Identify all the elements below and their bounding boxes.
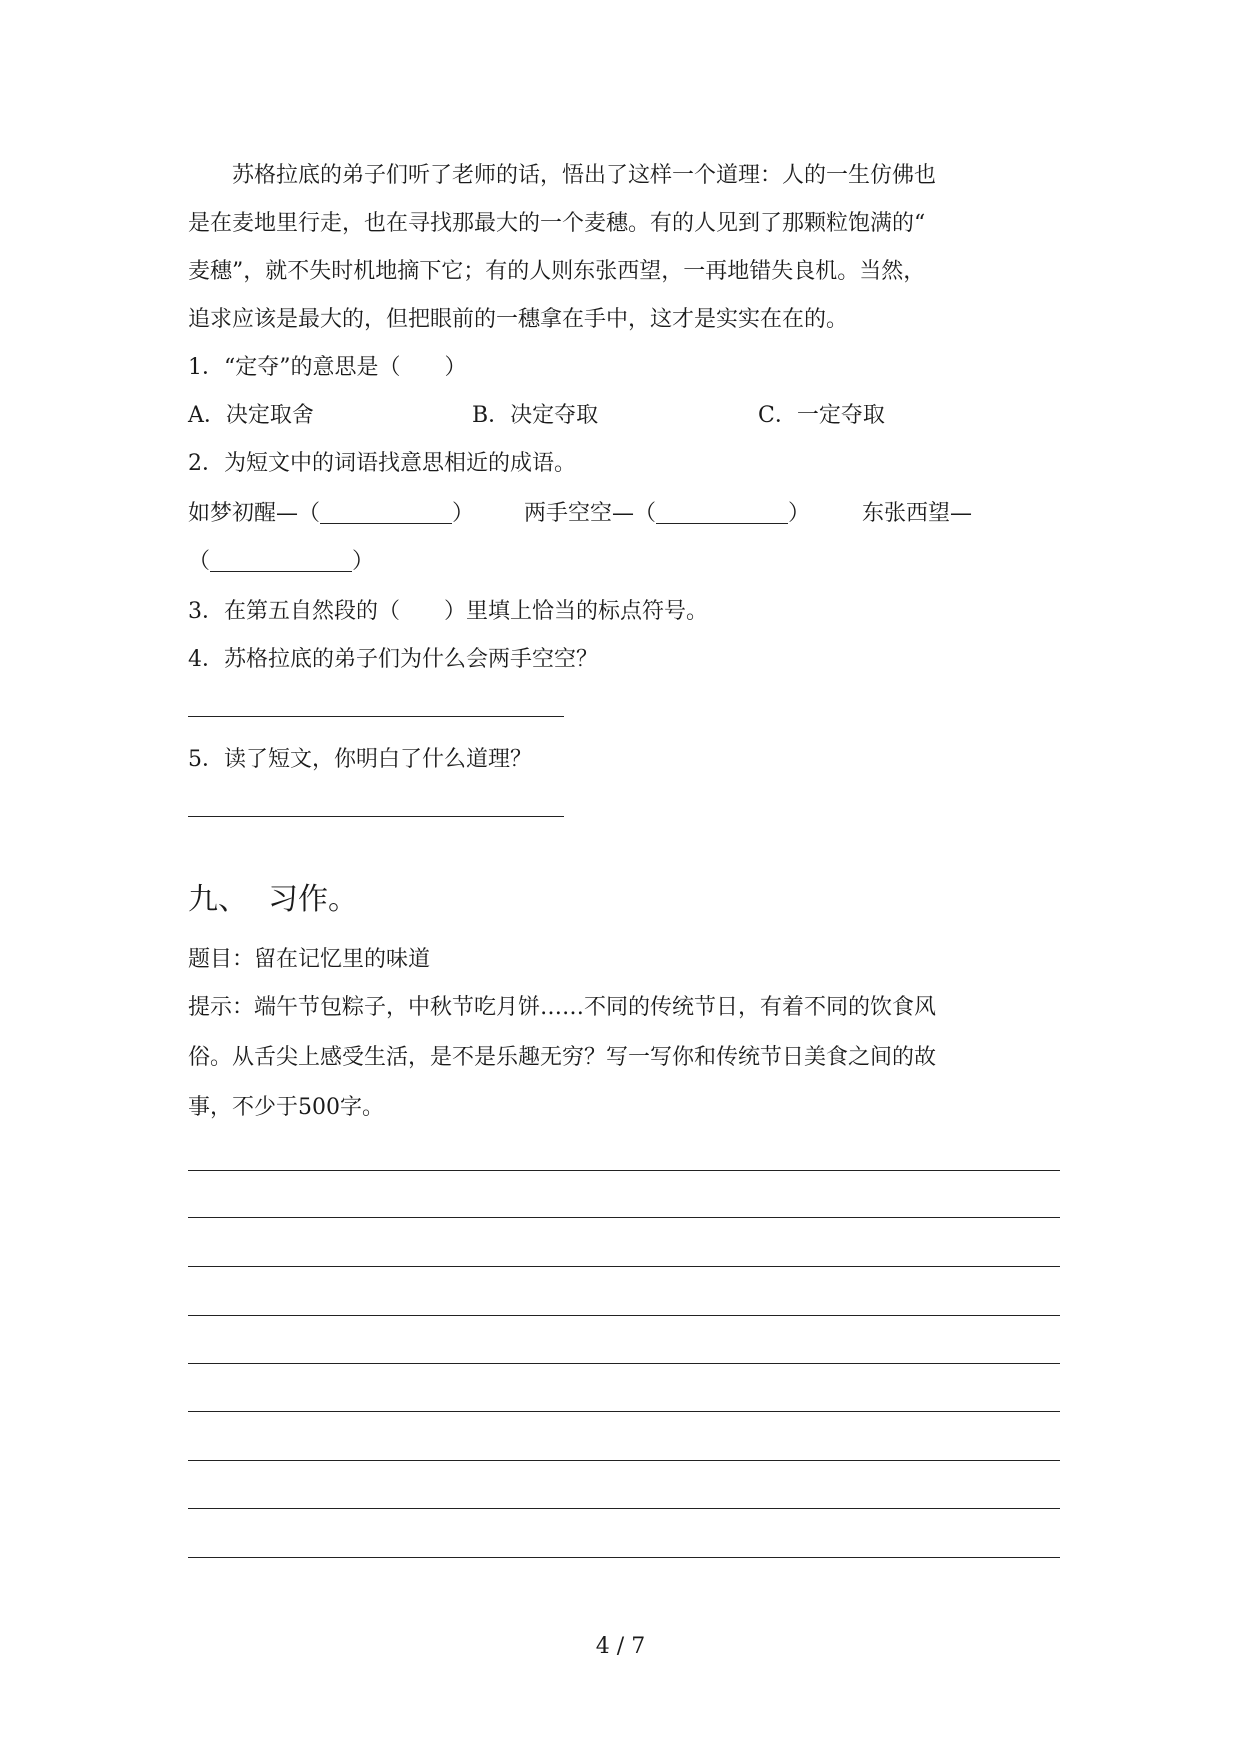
- question-4: 4．苏格拉底的弟子们为什么会两手空空？: [188, 647, 598, 672]
- passage-line-1: 苏格拉底的弟子们听了老师的话，悟出了这样一个道理：人的一生仿佛也: [232, 163, 937, 188]
- writing-line[interactable]: [188, 1315, 1060, 1316]
- idiom-item-3-blank: [188, 547, 374, 577]
- answer-line-q4[interactable]: [188, 716, 564, 717]
- writing-line[interactable]: [188, 1217, 1060, 1218]
- idiom-item-3: [862, 499, 972, 529]
- answer-line-q5[interactable]: [188, 816, 564, 817]
- option-b[interactable]: B．决定夺取: [472, 403, 599, 428]
- idiom-item-1: [188, 499, 474, 529]
- idiom-word: 东张西望—: [862, 501, 973, 526]
- essay-hint-line-2: 俗。从舌尖上感受生活，是不是乐趣无穷？写一写你和传统节日美食之间的故: [188, 1045, 937, 1070]
- idiom-close: ）: [452, 501, 475, 526]
- essay-hint-line-1: 提示：端午节包粽子，中秋节吃月饼……不同的传统节日，有着不同的饮食风: [188, 995, 937, 1020]
- option-a[interactable]: A．决定取舍: [188, 403, 314, 428]
- question-1: 1．“定夺”的意思是（ ）: [188, 355, 467, 380]
- idiom-open: （: [188, 549, 211, 574]
- writing-line[interactable]: [188, 1460, 1060, 1461]
- question-5: 5．读了短文，你明白了什么道理？: [188, 747, 532, 772]
- question-3: 3．在第五自然段的（ ）里填上恰当的标点符号。: [188, 599, 708, 624]
- writing-line[interactable]: [188, 1363, 1060, 1364]
- section-number: 九、: [188, 882, 248, 917]
- idiom-close: ）: [788, 501, 811, 526]
- section-title: 习作。: [268, 882, 358, 917]
- writing-line[interactable]: [188, 1411, 1060, 1412]
- option-c[interactable]: C．一定夺取: [758, 403, 885, 428]
- passage-line-2: 是在麦地里行走，也在寻找那最大的一个麦穗。有的人见到了那颗粒饱满的“: [188, 211, 926, 236]
- writing-line[interactable]: [188, 1266, 1060, 1267]
- page-number: 4 / 7: [595, 1634, 646, 1659]
- passage-line-3: 麦穗”，就不失时机地摘下它；有的人则东张西望，一再地错失良机。当然，: [188, 259, 926, 284]
- idiom-word: 两手空空—（: [524, 501, 657, 526]
- idiom-item-2: [524, 499, 810, 529]
- idiom-close: ）: [352, 549, 375, 574]
- idiom-answer-blank[interactable]: [656, 501, 788, 524]
- writing-line[interactable]: [188, 1508, 1060, 1509]
- section-heading: [188, 880, 358, 920]
- writing-line[interactable]: [188, 1170, 1060, 1171]
- writing-line[interactable]: [188, 1557, 1060, 1558]
- passage-line-4: 追求应该是最大的，但把眼前的一穗拿在手中，这才是实实在在的。: [188, 307, 849, 332]
- essay-topic: 题目：留在记忆里的味道: [188, 947, 431, 972]
- idiom-answer-blank[interactable]: [320, 501, 452, 524]
- idiom-answer-blank[interactable]: [210, 549, 352, 572]
- essay-hint-line-3: 事，不少于500字。: [188, 1095, 384, 1120]
- idiom-word: 如梦初醒—（: [188, 501, 321, 526]
- question-2: 2．为短文中的词语找意思相近的成语。: [188, 451, 576, 476]
